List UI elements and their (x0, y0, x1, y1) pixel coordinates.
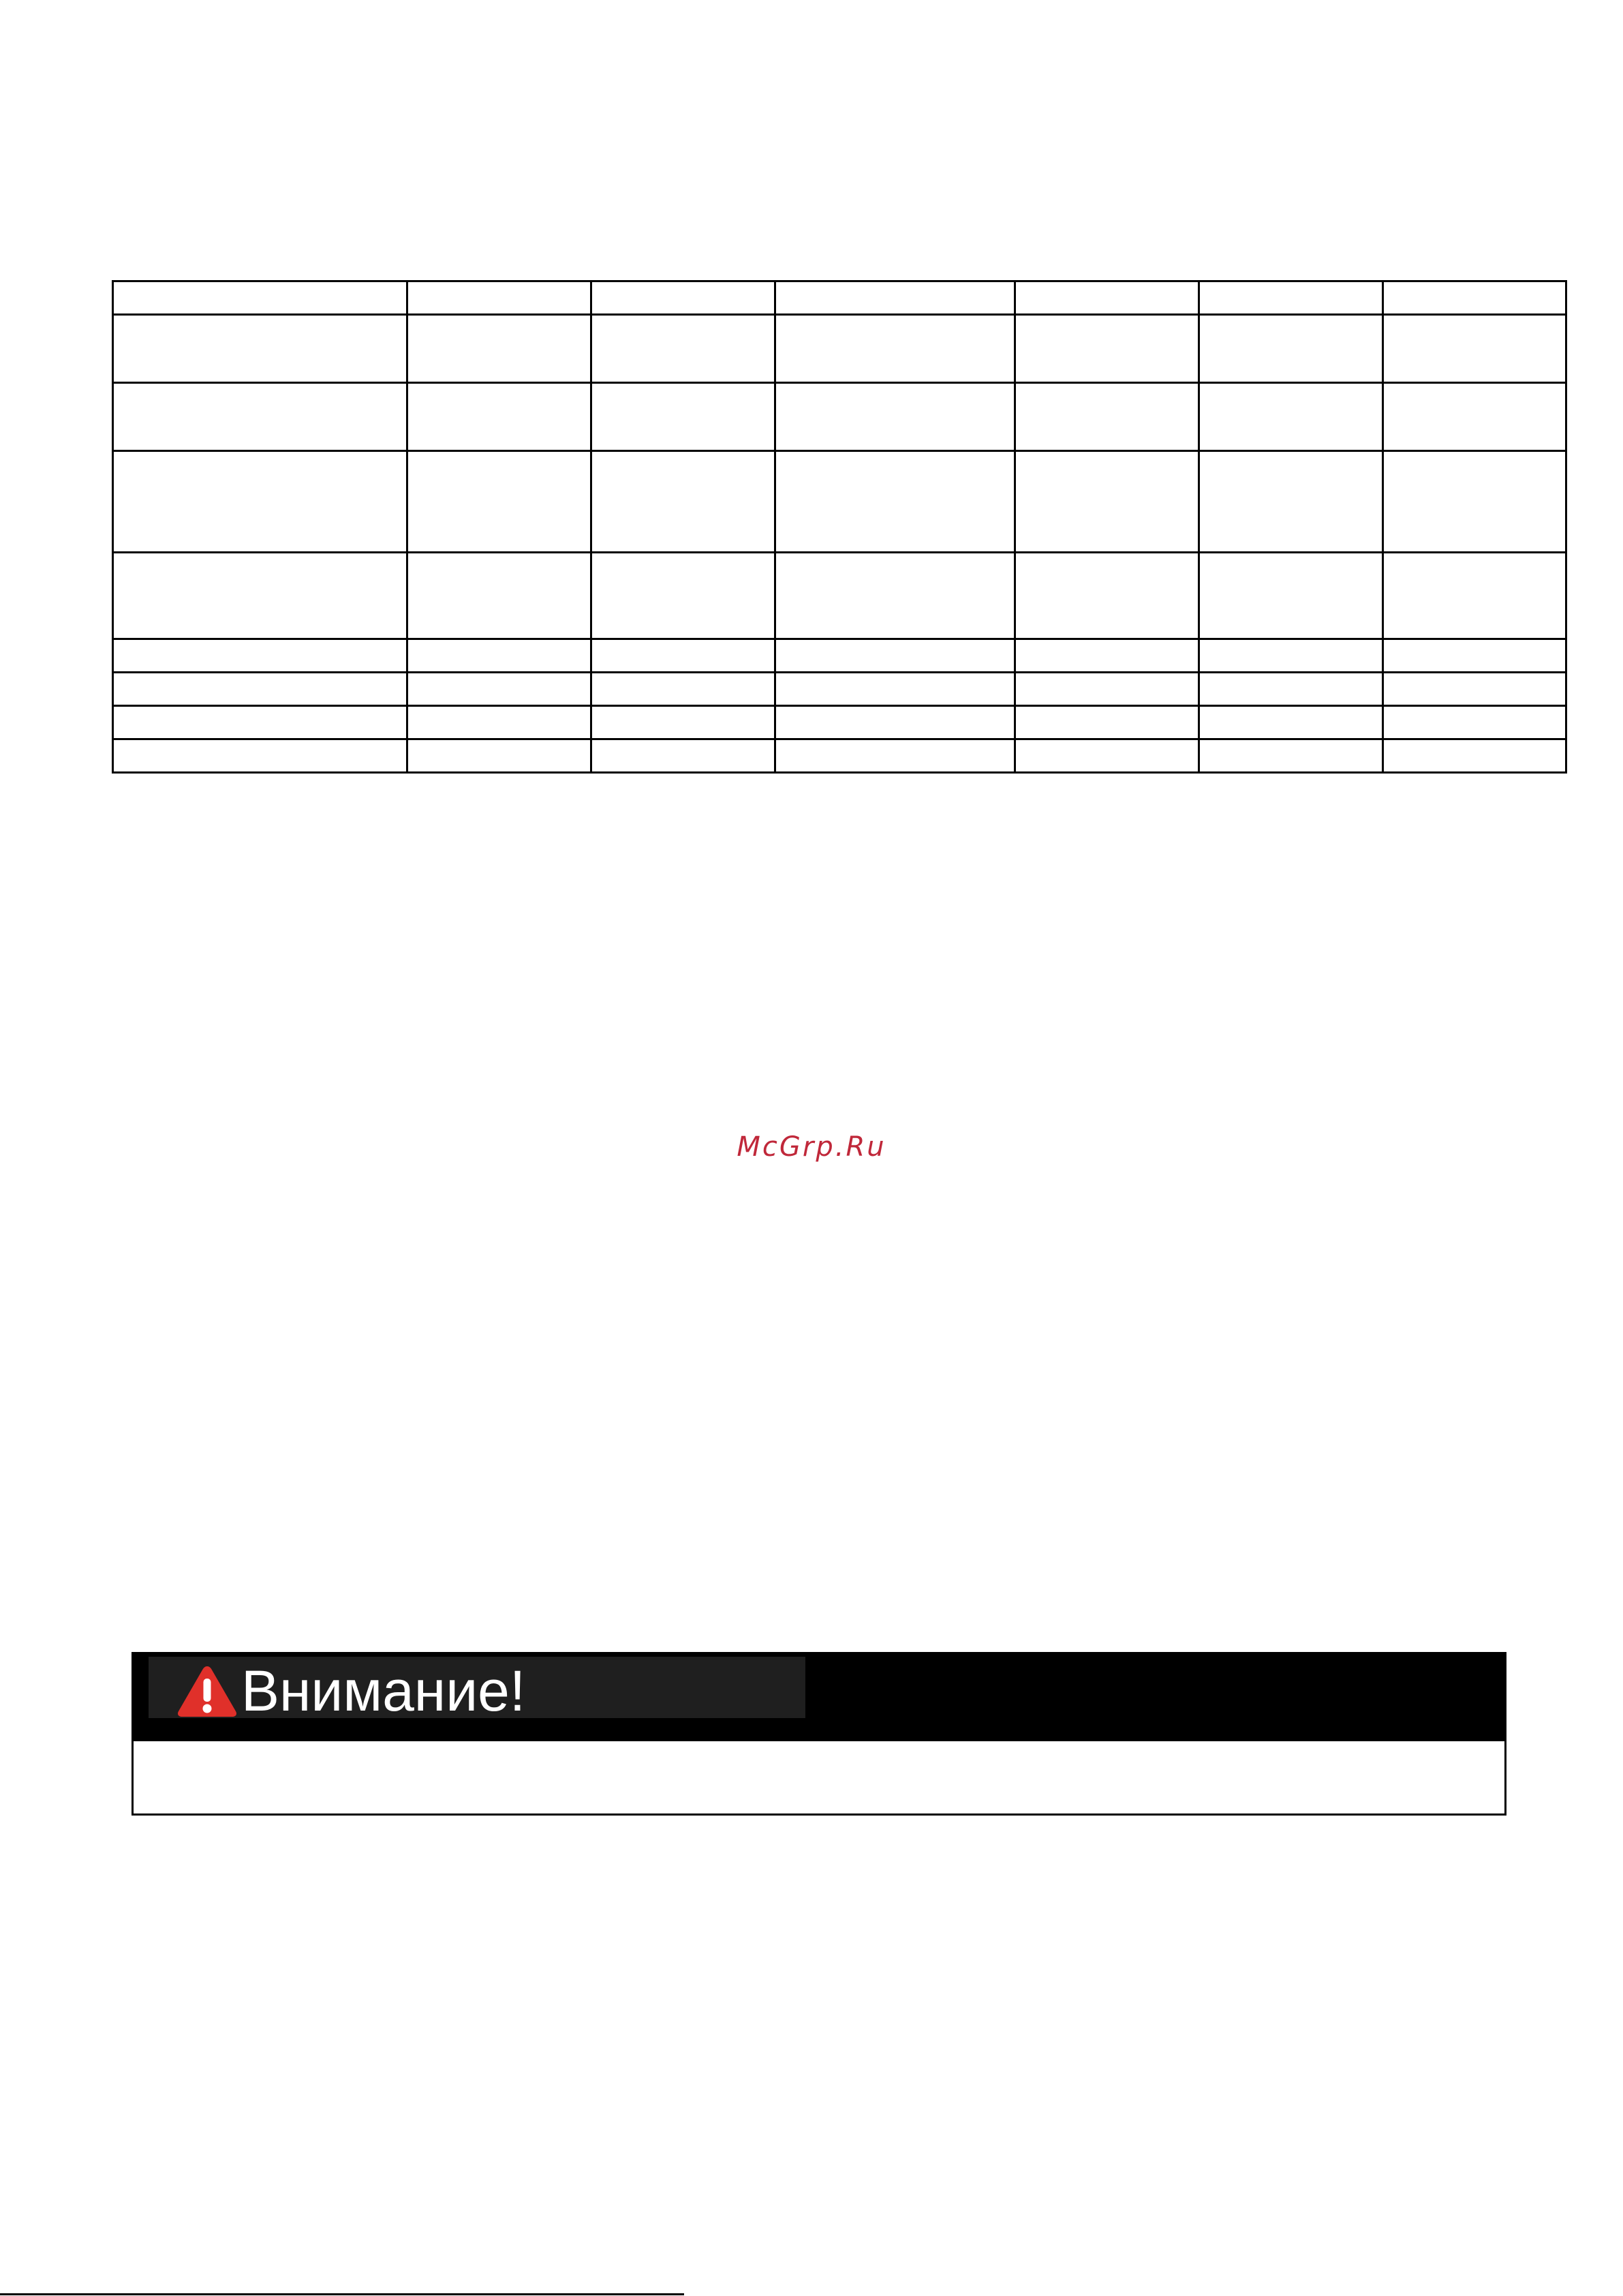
table-cell (775, 451, 1015, 553)
table-cell (1383, 673, 1566, 706)
table-cell (407, 739, 591, 773)
table-cell (775, 673, 1015, 706)
table-cell (591, 281, 775, 315)
table-cell (1383, 315, 1566, 383)
table-row (113, 739, 1566, 773)
table-cell (1199, 281, 1383, 315)
table-cell (1199, 315, 1383, 383)
table-row (113, 451, 1566, 553)
table-row (113, 673, 1566, 706)
table-cell (407, 673, 591, 706)
table-cell (113, 739, 407, 773)
table-cell (591, 553, 775, 639)
table-cell (1199, 706, 1383, 739)
warning-label (149, 1657, 805, 1723)
table-cell (407, 383, 591, 451)
table-cell (407, 315, 591, 383)
table-cell (1015, 673, 1199, 706)
table-cell (775, 553, 1015, 639)
table-cell (407, 553, 591, 639)
table-cell (775, 281, 1015, 315)
table-cell (1015, 739, 1199, 773)
table-cell (591, 639, 775, 673)
warning-triangle-icon (176, 1664, 238, 1718)
warning-box (132, 1652, 1506, 1816)
table-cell (591, 673, 775, 706)
table-cell (591, 706, 775, 739)
table-row (113, 639, 1566, 673)
table-cell (1015, 451, 1199, 553)
warning-title: Внимание! (241, 1659, 526, 1723)
table-cell (591, 383, 775, 451)
table-cell (775, 383, 1015, 451)
table-cell (1383, 451, 1566, 553)
table-cell (1199, 673, 1383, 706)
table-cell (775, 639, 1015, 673)
table-cell (113, 706, 407, 739)
table-cell (1383, 706, 1566, 739)
table-cell (407, 451, 591, 553)
table-cell (1199, 553, 1383, 639)
table-cell (1015, 639, 1199, 673)
table-cell (113, 553, 407, 639)
table-cell (113, 639, 407, 673)
table-cell (1015, 281, 1199, 315)
table-cell (407, 639, 591, 673)
table-cell (775, 739, 1015, 773)
table-cell (1015, 383, 1199, 451)
table-cell (113, 281, 407, 315)
table-row (113, 706, 1566, 739)
table-cell (1383, 281, 1566, 315)
table-row (113, 553, 1566, 639)
table-cell (1383, 739, 1566, 773)
table-cell (775, 706, 1015, 739)
table-cell (407, 281, 591, 315)
watermark: McGrp.Ru (737, 1131, 886, 1163)
table-cell (113, 383, 407, 451)
table-cell (1199, 383, 1383, 451)
table-cell (113, 315, 407, 383)
table-cell (591, 451, 775, 553)
table-cell (1015, 315, 1199, 383)
table-cell (113, 451, 407, 553)
table-cell (1015, 553, 1199, 639)
table-cell (1199, 739, 1383, 773)
table-row (113, 315, 1566, 383)
table-cell (1383, 553, 1566, 639)
warning-body (134, 1741, 1504, 1813)
table-cell (591, 315, 775, 383)
table-row (113, 281, 1566, 315)
warning-header (134, 1654, 1504, 1741)
table-cell (1383, 639, 1566, 673)
table-cell (1015, 706, 1199, 739)
table-cell (1199, 639, 1383, 673)
table-cell (775, 315, 1015, 383)
table-cell (113, 673, 407, 706)
footnote-divider (0, 2293, 684, 2295)
table-cell (591, 739, 775, 773)
table-cell (1383, 383, 1566, 451)
table-row (113, 383, 1566, 451)
table-cell (1199, 451, 1383, 553)
table-cell (407, 706, 591, 739)
spec-table (112, 280, 1567, 774)
